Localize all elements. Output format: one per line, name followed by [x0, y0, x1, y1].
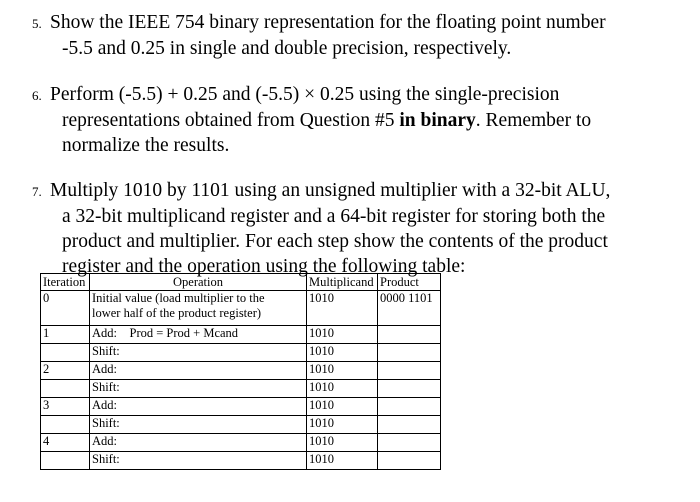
table-row — [41, 452, 441, 470]
table-header-row — [41, 274, 441, 291]
cell-product[interactable] — [378, 416, 441, 434]
cell-product[interactable] — [378, 452, 441, 470]
cell-operation: Shift: — [90, 344, 307, 362]
question-6-line-3: normalize the results. — [62, 135, 230, 156]
cell-iteration: 2 — [41, 362, 90, 380]
cell-multiplicand: 1010 — [307, 416, 378, 434]
cell-product: 0000 1101 — [378, 291, 441, 326]
cell-multiplicand: 1010 — [307, 398, 378, 416]
cell-multiplicand: 1010 — [307, 434, 378, 452]
cell-operation: Initial value (load multiplier to the lower half of the product register) — [90, 291, 307, 326]
header-iteration: Iteration — [41, 274, 90, 291]
cell-multiplicand: 1010 — [307, 452, 378, 470]
cell-operation: Add: — [90, 434, 307, 452]
question-5-line-1: 5. Show the IEEE 754 binary representation for the floating point number — [32, 10, 692, 36]
cell-product[interactable] — [378, 434, 441, 452]
cell-operation: Shift: — [90, 452, 307, 470]
cell-operation: Add: — [90, 398, 307, 416]
question-6-line-2: representations obtained from Question #5 in binary. Remember to — [62, 110, 592, 131]
cell-iteration: 3 — [41, 398, 90, 416]
cell-product[interactable] — [378, 326, 441, 344]
question-7-line-4: register and the operation using the following table: — [62, 256, 466, 277]
table-row — [41, 434, 441, 452]
header-product: Product — [378, 274, 441, 291]
cell-iteration — [41, 416, 90, 434]
cell-iteration — [41, 380, 90, 398]
table-row — [41, 344, 441, 362]
question-7-line-1: 7. Multiply 1010 by 1101 using an unsigned multiplier with a 32-bit ALU, — [32, 178, 692, 204]
question-7 — [32, 178, 692, 279]
cell-iteration: 1 — [41, 326, 90, 344]
question-5-line-2: -5.5 and 0.25 in single and double precision, respectively. — [62, 38, 512, 59]
cell-product[interactable] — [378, 380, 441, 398]
question-7-number: 7. — [32, 184, 42, 199]
cell-product[interactable] — [378, 344, 441, 362]
cell-operation: Add: Prod = Prod + Mcand — [90, 326, 307, 344]
question-6 — [32, 82, 692, 158]
question-6-number: 6. — [32, 88, 42, 103]
cell-multiplicand: 1010 — [307, 326, 378, 344]
question-5 — [32, 10, 692, 61]
cell-multiplicand: 1010 — [307, 291, 378, 326]
table-row — [41, 326, 441, 344]
cell-operation: Add: — [90, 362, 307, 380]
cell-iteration: 0 — [41, 291, 90, 326]
cell-operation: Shift: — [90, 380, 307, 398]
cell-iteration: 4 — [41, 434, 90, 452]
in-binary-emphasis: in binary — [399, 110, 476, 131]
cell-operation: Shift: — [90, 416, 307, 434]
table-row — [41, 291, 441, 326]
table-row — [41, 380, 441, 398]
cell-multiplicand: 1010 — [307, 344, 378, 362]
question-6-line-1: 6. Perform (-5.5) + 0.25 and (-5.5) × 0.25 using the single-precision — [32, 82, 692, 108]
cell-multiplicand: 1010 — [307, 362, 378, 380]
question-5-number: 5. — [32, 16, 42, 31]
header-multiplicand: Multiplicand — [307, 274, 378, 291]
question-7-line-2: a 32-bit multiplicand register and a 64-bit register for storing both the — [62, 206, 606, 227]
table-row — [41, 416, 441, 434]
cell-product[interactable] — [378, 362, 441, 380]
table-row — [41, 398, 441, 416]
cell-product[interactable] — [378, 398, 441, 416]
cell-iteration — [41, 344, 90, 362]
cell-iteration — [41, 452, 90, 470]
multiplication-steps-table — [40, 273, 441, 470]
question-7-line-3: product and multiplier. For each step show the contents of the product — [62, 231, 608, 252]
cell-multiplicand: 1010 — [307, 380, 378, 398]
table-row — [41, 362, 441, 380]
header-operation: Operation — [90, 274, 307, 291]
